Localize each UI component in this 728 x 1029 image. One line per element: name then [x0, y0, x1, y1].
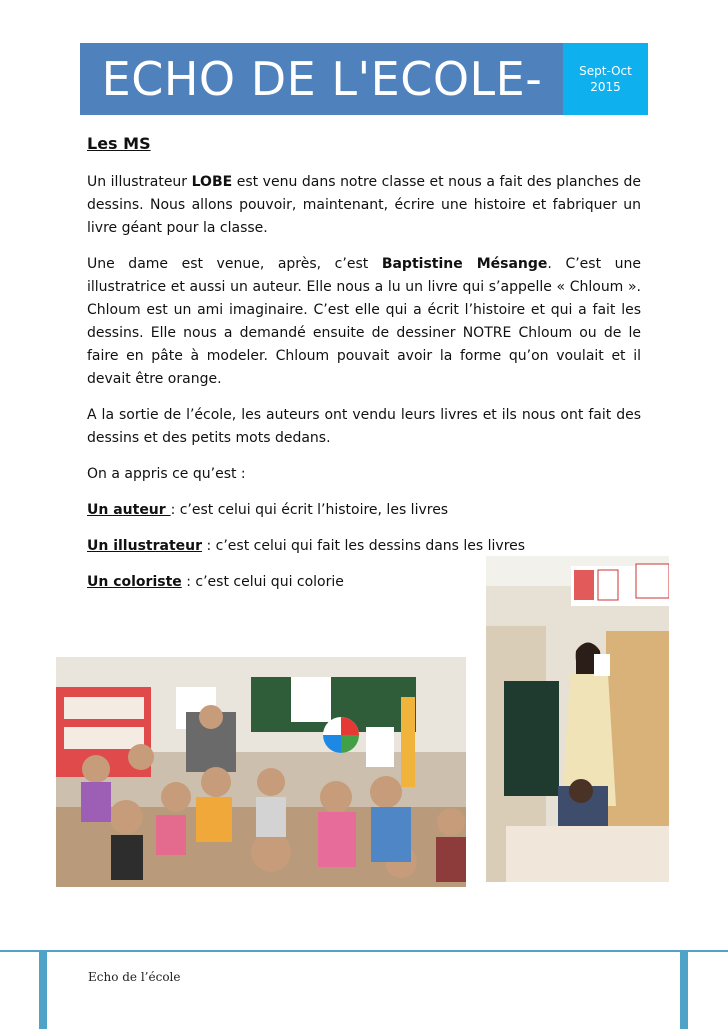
definition-term: Un illustrateur: [87, 538, 203, 554]
paragraph-author-visit: [87, 253, 641, 391]
newsletter-title-banner: [80, 43, 564, 115]
footer-divider: [0, 950, 728, 952]
paragraph-school-exit: A la sortie de l’école, les auteurs ont vendu leurs livres et ils nous ont fait des dessins et des petits mots dedans.: [87, 407, 641, 446]
classroom-photo: [56, 657, 466, 887]
p2-text-a: Une dame est venue, après, c’est: [87, 256, 382, 272]
paragraph-illustrator: [87, 171, 641, 240]
p2-text-b: . C’est une illustratrice et aussi un auteur. Elle nous a lu un livre qui s’appelle « Chloum ». Chloum est un ami imaginaire. C’est elle qui a écrit l’histoire et qui a fait les dessins. Elle nous a demandé ensuite de dessiner NOTRE Chloum ou de le faire en pâte à modeler. Chloum pouvait avoir la forme qu’on voulait et il devait être orange.: [87, 256, 641, 387]
author-visit-photo: [486, 556, 669, 882]
footer-text: Echo de l’école: [88, 970, 181, 984]
issue-date-box: [563, 43, 648, 115]
footer-left-border: [39, 951, 47, 1029]
classroom-photo-graphic: [56, 657, 466, 887]
newsletter-title: ECHO DE L'ECOLE-: [101, 52, 543, 106]
author-visit-photo-graphic: [486, 556, 669, 882]
p1-bold-name: LOBE: [191, 174, 233, 190]
definition-term: Un coloriste: [87, 574, 182, 590]
definition-illustrateur: [87, 535, 641, 557]
issue-date-year: 2015: [590, 80, 621, 94]
definition-text: : c’est celui qui colorie: [181, 574, 344, 590]
issue-date-months: Sept-Oct: [579, 64, 632, 78]
definition-text: : c’est celui qui écrit l’histoire, les livres: [170, 502, 449, 518]
p2-bold-name: Baptistine Mésange: [381, 256, 548, 272]
definition-text: : c’est celui qui fait les dessins dans les livres: [202, 538, 526, 554]
footer-right-border: [680, 951, 688, 1029]
definition-term: Un auteur: [87, 502, 171, 518]
definition-auteur: [87, 499, 641, 521]
p1-text-b: est venu dans notre classe et nous a fait des planches de dessins. Nous allons pouvoir, maintenant, écrire une histoire et fabriquer un livre géant pour la classe.: [87, 174, 641, 236]
article-body: [87, 134, 641, 607]
p1-text-a: Un illustrateur: [87, 174, 192, 190]
paragraph-learned: On a appris ce qu’est :: [87, 466, 246, 482]
section-title: Les MS: [87, 134, 151, 153]
